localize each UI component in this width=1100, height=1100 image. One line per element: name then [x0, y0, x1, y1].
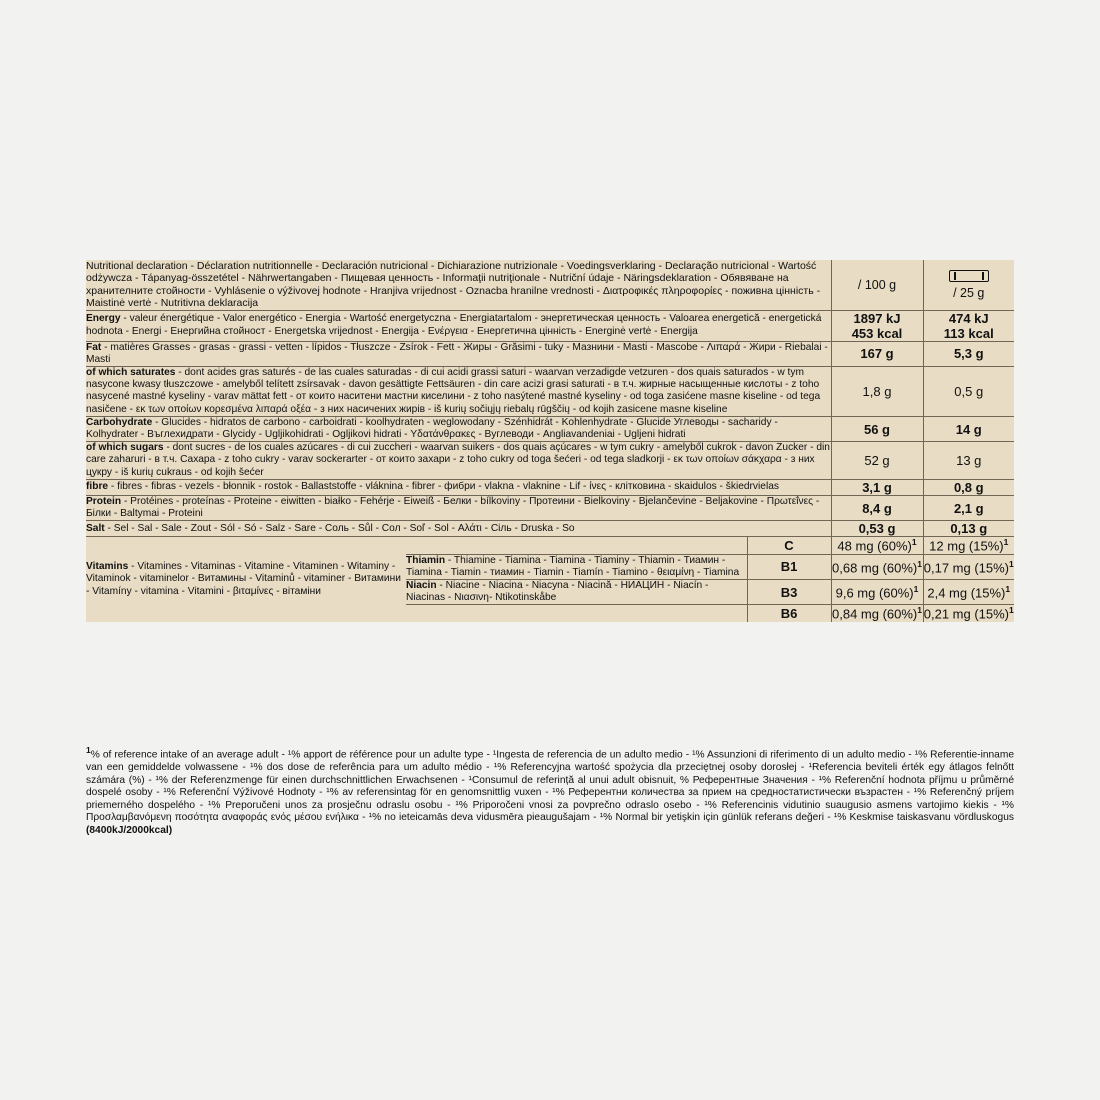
nutrient-translations: - dont sucres - de los cuales azúcares - di cui zuccheri - waarvan suikers - dos quais açúcares - w tym cukry - amelyből cukrok - davon Zucker - din care zaharuri - в т.ч. Сахара - z toho cukry - varav sockerarter - от които захари - z toho cukry od toga šećeri - od tega sladkorji - εκ των οποίων σάκχαρα - з них цукру - iš kurių cukraus - od kojih šećer — [86, 442, 830, 478]
nutrient-translations: - Glucides - hidratos de carbono - carboidrati - koolhydraten - weglowodany - Szénhidrát - Kohlenhydrate - Glucide Углеводы - sacharidy - Kolhydrater - Въглехидрати - Glycidy - Ugljikohidrati - Ogljikovi hidrati - Υδατάνθρακες - Вуглеводи - Angliavandeniai - Ugljeni hidrati — [86, 416, 778, 441]
table-row — [86, 479, 1014, 495]
reference-intake-footnote — [86, 744, 1014, 838]
vitamin-name: Niacin — [406, 580, 437, 591]
vitamin-name-cell — [406, 554, 747, 579]
vitamin-value-100g-text: 0,84 mg (60%) — [832, 606, 918, 622]
vitamins-row — [86, 537, 1014, 554]
nutrient-value-portion: 14 g — [923, 416, 1014, 441]
vitamin-name: Thiamin — [406, 554, 446, 566]
nutrient-value-100g — [831, 310, 923, 341]
nutrient-value-100g: 167 g — [831, 341, 923, 366]
nutrient-name: fibre — [86, 481, 109, 493]
value-line-2: 453 kcal — [851, 325, 903, 341]
footnote-text: % of reference intake of an average adult - ¹% apport de référence pour un adulte type - ¹Ingesta de referencia de un adulto medio - ¹% Assunzioni di riferimento di un adulto medio - ¹% Referentie-inname van een gemiddelde volwassene - ¹% dos dose de referência para um adulto médio - ¹% Referencyjna wartość spożycia dla przeciętnej osoby dorosłej - ¹Referencia beviteli érték egy átlagos felnőtt számára (%) - ¹% der Referenzmenge für einen durchschnittlichen Erwachsenen - ¹Consumul de referință al unui adult obisnuit, % Референтные Значения - ¹% Referenční hodnota příjmu u průměrné dospelé osoby - ¹% Referenční Výživové Hodnoty - ¹% av referensintag för en genomsnittlig vuxen - ¹% Референтни количества за прием на средностатистически възрастен - ¹% Referenčný príjem priemerného dospelého - ¹% Preporučeni unos za prosječnu odraslu osobu - ¹% Priporočeni vnosi za povprečno odraslo osebo - ¹% Referencinis vidutinio suaugusio asmens vartojimo kiekis - ¹% Προσλαμβανόμενη ποσότητα αναφοράς ενός μέσου ενήλικα - ¹% no ieteicamās deva vidusmēra pieaugušajam - ¹% Normal bir yetişkin için günlük referans değeri - ¹% Keskmise taiskasvanu vördluskogus — [86, 749, 1014, 824]
nutrition-panel — [86, 260, 1014, 622]
nutrient-value-portion: 2,1 g — [923, 495, 1014, 520]
table-row — [86, 442, 1014, 480]
declaration-title-text: Nutritional declaration - Déclaration nutritionnelle - Declaración nutricional - Dichiarazione nutrizionale - Voedingsverklaring - Declaração nutricional - Wartość odżywcza - Tápanyag-összetétel - Nährwertangaben - Пищевая ценность - Informaţii nutriţionale - Nutriční údaje - Näringsdeklaration - Обявяване на хранителните стойности - Vyhlásenie o výživovej hodnote - Hranjiva vrijednost - Oznacba hranilne vrednosti - Διατροφικές πληροφορίες - поживна цінність - Maistinė vertė - Nutritivna deklaracija — [86, 260, 821, 310]
bar-package-icon — [949, 270, 989, 282]
vitamin-code: C — [747, 537, 831, 554]
vitamin-code: B1 — [747, 554, 831, 579]
nutrient-value-portion: 5,3 g — [923, 341, 1014, 366]
nutrient-value-portion: 13 g — [923, 442, 1014, 480]
nutrient-name-cell — [86, 416, 831, 441]
vitamin-value-100g-text: 9,6 mg (60%) — [835, 585, 914, 601]
vitamin-value-100g-text: 48 mg (60%) — [837, 538, 912, 554]
column-header-per-portion — [923, 260, 1014, 310]
nutrient-translations: - Protéines - proteínas - Proteine - eiwitten - białko - Fehérje - Eiweiß - Белки - bílkoviny - Протеини - Bielkoviny - Bjelančevine - Beljakovine - Πρωτεΐνες - Білки - Baltymai - Proteini — [86, 495, 820, 520]
nutrient-translations: - valeur énergétique - Valor energético - Energia - Wartość energetyczna - Energiatartalom - энергетическая ценность - Valoarea energetică - energetická hodnota - Energi - Енергийна стойност - Energetska vrijednost - Energija - Ενέργεια - Енергетична цінність - Energinė vertė - Energija — [86, 313, 822, 337]
vitamin-value-portion-text: 12 mg (15%) — [929, 538, 1004, 554]
nutrition-table — [86, 260, 1014, 536]
nutrient-name: Carbohydrate — [86, 416, 153, 428]
vitamin-value-100g-text: 0,68 mg (60%) — [832, 559, 918, 575]
nutrient-name-cell — [86, 521, 831, 537]
footnote-ref: 1 — [911, 537, 917, 548]
vitamins-title-translations: - Vitamines - Vitaminas - Vitamine - Vitaminen - Witaminy - Vitaminok - vitaminelor - Витамины - Vitaminů - vitaminer - Витамини - Vitamíny - vitamina - Vitamini - βιταμίνες - вітаміни — [86, 560, 401, 597]
nutrient-name: Salt — [86, 522, 105, 534]
vitamins-section — [86, 536, 1014, 621]
footnote-energy-basis: (8400kJ/2000kcal) — [86, 824, 173, 836]
column-header-per-100g-label: / 100 g — [857, 277, 897, 292]
nutrient-name-cell — [86, 479, 831, 495]
nutrient-value-portion: 0,13 g — [923, 521, 1014, 537]
nutrient-name-cell — [86, 341, 831, 366]
footnote-ref: 1 — [917, 558, 922, 569]
nutrient-name: Fat — [86, 341, 102, 353]
vitamin-value-100g — [831, 537, 923, 554]
vitamin-value-portion-text: 2,4 mg (15%) — [927, 585, 1006, 601]
table-row — [86, 521, 1014, 537]
value-line-2: 113 kcal — [943, 325, 994, 341]
nutrient-name: Protein — [86, 495, 122, 507]
nutrient-translations: - dont acides gras saturés - de las cuales saturadas - di cui acidi grassi saturi - waarvan verzadigde vetzuren - dos quais saturados - w tym nasycone kwasy tłuszczowe - amelyből telített zsírsavak - davon gesättigte Fettsäuren - din care acizi grasi saturati - в т.ч. жирные насыщенные кислоты - z toho nasycené mastné kyseliny - varav mättat fett - от които наситени мастни киселини - z toho nasýtené mastné kyseliny - od toga zasićene masne kiseline - od tega nasičene - εκ των οποίων κορεσμένα λιπαρά οξέα - з них насичених жирів - iš kurių sočiųjų riebalų rūgščių - od kojih zasicene masne kiseline — [86, 367, 821, 415]
nutrient-value-100g: 3,1 g — [831, 479, 923, 495]
table-row — [86, 341, 1014, 366]
footnote-ref: 1 — [1005, 584, 1011, 595]
nutrient-name: of which saturates — [86, 367, 176, 379]
column-header-per-portion-label: / 25 g — [953, 285, 985, 300]
table-row — [86, 310, 1014, 341]
vitamin-value-100g — [831, 554, 923, 579]
nutrient-name-cell — [86, 495, 831, 520]
table-row — [86, 367, 1014, 417]
nutrient-name-cell — [86, 310, 831, 341]
footnote-marker: 1 — [86, 745, 91, 755]
nutrient-name-cell — [86, 367, 831, 417]
footnote-ref: 1 — [1009, 558, 1014, 569]
vitamin-value-portion-text: 0,17 mg (15%) — [923, 559, 1010, 575]
vitamins-table — [86, 537, 1014, 621]
nutrient-value-100g: 1,8 g — [831, 367, 923, 417]
nutrient-translations: - fibres - fibras - vezels - błonnik - rostok - Ballaststoffe - vláknina - fibrer - фибри - vlakna - vlaknine - Lif - ίνες - клітковина - skaidulos - škiedrvielas — [108, 481, 779, 493]
vitamin-value-portion — [923, 554, 1014, 579]
nutrient-value-100g: 8,4 g — [831, 495, 923, 520]
column-header-per-100g — [831, 260, 923, 310]
table-row — [86, 495, 1014, 520]
table-row — [86, 416, 1014, 441]
vitamins-title-cell — [86, 537, 406, 621]
declaration-title-cell — [86, 260, 831, 310]
vitamin-value-100g — [831, 605, 923, 622]
nutrient-translations: - Sel - Sal - Sale - Zout - Sól - Só - Salz - Sare - Соль - Sůl - Сол - Soľ - Sol - Αλάτι - Сіль - Druska - So — [104, 522, 575, 534]
vitamin-translations: - Thiamine - Tiamina - Tiamina - Tiaminy - Thiamin - Тиамин - Tiamina - Tiamin - тиамин - Tiamin - Tiamín - Tiamino - θειαμίνη - Tiamina — [406, 554, 740, 578]
footnote-ref: 1 — [913, 584, 919, 595]
vitamin-value-portion — [923, 605, 1014, 622]
footnote-ref: 1 — [1003, 537, 1009, 548]
nutrient-value-portion — [923, 310, 1014, 341]
nutrient-name-cell — [86, 442, 831, 480]
vitamin-code: B6 — [747, 605, 831, 622]
vitamin-code: B3 — [747, 580, 831, 605]
vitamin-value-100g — [831, 580, 923, 605]
table-header-row — [86, 260, 1014, 310]
vitamin-name-cell — [406, 580, 747, 605]
nutrient-value-100g: 0,53 g — [831, 521, 923, 537]
vitamin-value-portion — [923, 537, 1014, 554]
nutrient-name: of which sugars — [86, 442, 164, 454]
nutrient-value-portion: 0,5 g — [923, 367, 1014, 417]
vitamin-name-cell — [406, 537, 747, 554]
value-line-1: 1897 kJ — [853, 310, 901, 326]
vitamin-name-cell — [406, 605, 747, 622]
vitamin-value-portion — [923, 580, 1014, 605]
nutrient-name: Energy — [86, 313, 121, 325]
vitamin-translations: - Niacine - Niacina - Niacyna - Niacină - НИАЦИН - Niacín - Niacinas - Νιασινη- Ntikotinskåbe — [406, 580, 709, 604]
vitamin-value-portion-text: 0,21 mg (15%) — [923, 606, 1010, 622]
vitamins-title: Vitamins — [86, 560, 129, 572]
nutrient-value-100g: 56 g — [831, 416, 923, 441]
nutrient-value-100g: 52 g — [831, 442, 923, 480]
value-line-1: 474 kJ — [948, 310, 989, 326]
footnote-ref: 1 — [1009, 605, 1014, 616]
nutrient-translations: - matières Grasses - grasas - grassi - vetten - lípidos - Tłuszcze - Zsírok - Fett - Жиры - Grăsimi - tuky - Мазнини - Masti - Mascobe - Λιπαρά - Жири - Riebalai - Masti — [86, 341, 828, 365]
footnote-ref: 1 — [917, 605, 922, 616]
nutrient-value-portion: 0,8 g — [923, 479, 1014, 495]
